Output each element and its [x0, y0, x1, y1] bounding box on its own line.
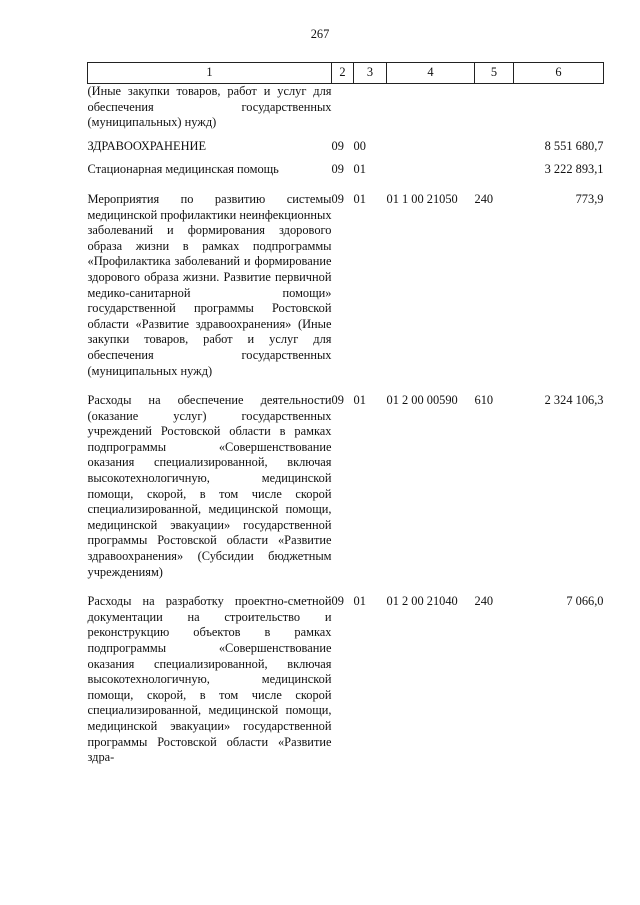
- row-subsection: 01: [353, 393, 366, 408]
- row-amount: 2 324 106,3: [544, 393, 604, 408]
- row-description: Расходы на обеспечение деятельности (оказание услуг) государственных учреждений Ростовской области в рамках подпрограммы «Совершенствование оказания специализированной, включая высокотехнологичную, медицинской помощи, скорой, в том числе скорой специализированной, медицинской помощи, медицинской эвакуации» государственной программы Ростовской области «Развитие здравоохранения» (Субсидии бюджетным учреждениям): [87, 393, 332, 579]
- row-description: (Иные закупки товаров, работ и услуг для обеспечения государственных (муниципальных) нужд): [87, 84, 332, 130]
- row-amount: 3 222 893,1: [544, 162, 604, 177]
- budget-table: [87, 62, 604, 766]
- table-row: [88, 154, 604, 178]
- row-subsection: 01: [353, 191, 366, 206]
- row-target-article: [387, 84, 475, 131]
- header-row: [88, 63, 604, 84]
- header-cell-name: 1: [88, 63, 332, 84]
- header-cell-section: 2: [332, 63, 354, 84]
- row-section: 09: [331, 162, 344, 177]
- row-amount: 7 066,0: [566, 594, 604, 609]
- row-amount: 773,9: [575, 191, 604, 206]
- header-cell-amount: 6: [514, 63, 604, 84]
- row-section: 09: [331, 138, 344, 153]
- table-row: [88, 178, 604, 379]
- row-description: ЗДРАВООХРАНЕНИЕ: [87, 138, 207, 153]
- row-expense-type: [475, 131, 514, 155]
- row-section: [332, 84, 354, 131]
- page-number: 267: [310, 27, 330, 41]
- row-target-article: 01 1 00 21050: [386, 191, 458, 206]
- row-target-article: [387, 131, 475, 155]
- row-subsection: 00: [353, 138, 366, 153]
- row-expense-type: [475, 84, 514, 131]
- row-amount: 8 551 680,7: [544, 138, 604, 153]
- row-description: Мероприятия по развитию системы медицинской профилактики неинфекционных заболеваний и формирования здорового образа жизни в рамках подпрограммы «Профилактика заболеваний и формирование здорового образа жизни. Развитие первичной медико-санитарной помощи» государственной программы Ростовской области «Развитие здравоохранения» (Иные закупки товаров, работ и услуг для обеспечения государственных (муниципальных нужд): [87, 191, 332, 378]
- table-row: [88, 580, 604, 766]
- row-amount: [514, 84, 604, 131]
- row-expense-type: 240: [474, 594, 494, 609]
- row-expense-type: [475, 154, 514, 178]
- row-section: 09: [331, 393, 344, 408]
- row-target-article: 01 2 00 21040: [386, 594, 458, 609]
- row-expense-type: 610: [474, 393, 494, 408]
- table-row: [88, 379, 604, 580]
- header-cell-target-article: 4: [387, 63, 475, 84]
- row-expense-type: 240: [474, 191, 494, 206]
- row-description: Расходы на разработку проектно-сметной документации на строительство и реконструкцию объектов в рамках подпрограммы «Совершенствование оказания специализированной, включая высокотехнологичную, медицинской помощи, скорой, в том числе скорой специализированной, медицинской помощи, медицинской эвакуации» государственной программы Ростовской области «Развитие здра-: [87, 594, 332, 765]
- header-cell-expense-type: 5: [475, 63, 514, 84]
- row-target-article: [387, 154, 475, 178]
- row-subsection: 01: [353, 594, 366, 609]
- row-section: 09: [331, 594, 344, 609]
- header-cell-subsection: 3: [354, 63, 387, 84]
- row-subsection: [354, 84, 387, 131]
- table-row: [88, 84, 604, 131]
- row-target-article: 01 2 00 00590: [386, 393, 458, 408]
- row-section: 09: [331, 191, 344, 206]
- row-subsection: 01: [353, 162, 366, 177]
- table-row: [88, 131, 604, 155]
- row-description: Стационарная медицинская помощь: [87, 162, 279, 177]
